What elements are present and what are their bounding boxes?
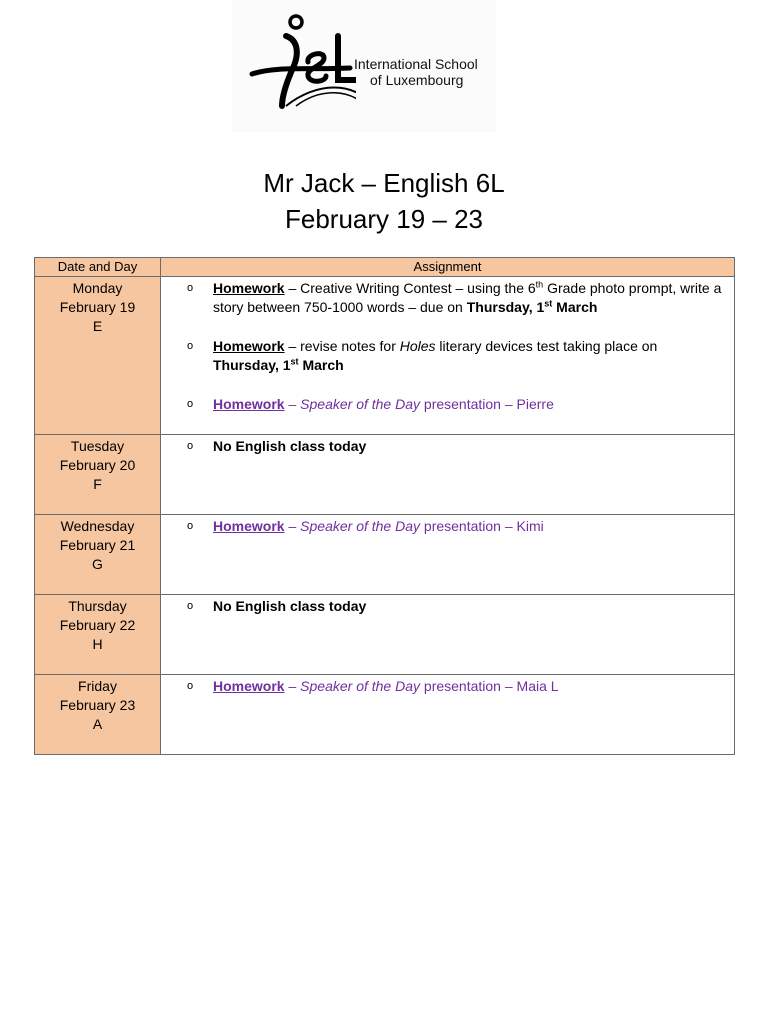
day-cell bbox=[35, 515, 161, 595]
bullet-icon: o bbox=[187, 398, 194, 410]
item-sup: st bbox=[290, 356, 299, 367]
item-italic: Holes bbox=[399, 338, 436, 354]
item-italic: Speaker of the Day bbox=[300, 518, 421, 534]
day-code: F bbox=[93, 476, 102, 492]
item-text: presentation – Kimi bbox=[420, 518, 544, 534]
logo-line-2: of Luxembourg bbox=[370, 72, 464, 88]
day-cell bbox=[35, 595, 161, 675]
list-item bbox=[187, 395, 724, 414]
assignment-cell bbox=[161, 435, 735, 515]
item-sup: th bbox=[535, 279, 544, 290]
homework-label: Homework bbox=[213, 338, 285, 354]
assignment-cell bbox=[161, 675, 735, 755]
item-text: – bbox=[284, 518, 301, 534]
day-date: February 21 bbox=[59, 537, 136, 553]
bullet-icon: o bbox=[187, 282, 194, 294]
day-cell bbox=[35, 675, 161, 755]
logo-wordmark bbox=[354, 56, 478, 88]
day-name: Tuesday bbox=[70, 438, 125, 454]
table-row bbox=[35, 515, 735, 595]
header-date-and-day: Date and Day bbox=[35, 258, 161, 277]
item-text: literary devices test taking place on bbox=[435, 338, 658, 354]
day-cell bbox=[35, 435, 161, 515]
list-item bbox=[187, 279, 724, 317]
logo-line-1: International School bbox=[354, 56, 478, 72]
isl-logo bbox=[232, 0, 496, 132]
table-header-row bbox=[35, 258, 735, 277]
assignment-cell bbox=[161, 515, 735, 595]
item-bold: March bbox=[298, 357, 344, 373]
item-bold: No English class today bbox=[213, 598, 367, 614]
table-row bbox=[35, 435, 735, 515]
table-row bbox=[35, 675, 735, 755]
day-code: G bbox=[92, 556, 103, 572]
page-subtitle: February 19 – 23 bbox=[284, 204, 483, 234]
item-text: presentation – Pierre bbox=[420, 396, 554, 412]
item-bold: Thursday, 1 bbox=[213, 357, 291, 373]
homework-label: Homework bbox=[213, 280, 285, 296]
day-name: Thursday bbox=[68, 598, 127, 614]
day-name: Wednesday bbox=[60, 518, 135, 534]
item-text: – bbox=[284, 396, 301, 412]
item-text: Grade photo prompt, write a story between 750-1000 words – due on bbox=[213, 280, 722, 315]
homework-label: Homework bbox=[213, 678, 285, 694]
page-title: Mr Jack – English 6L bbox=[263, 168, 505, 198]
list-item bbox=[187, 517, 724, 536]
day-date: February 23 bbox=[59, 697, 136, 713]
table-row bbox=[35, 595, 735, 675]
table-row bbox=[35, 277, 735, 435]
item-bold: March bbox=[552, 299, 598, 315]
bullet-icon: o bbox=[187, 600, 194, 612]
item-text: presentation – Maia L bbox=[420, 678, 559, 694]
item-text: – revise notes for bbox=[284, 338, 400, 354]
schedule-table bbox=[34, 257, 735, 755]
item-text: – bbox=[284, 678, 301, 694]
header-assignment: Assignment bbox=[161, 258, 735, 277]
day-code: E bbox=[92, 318, 103, 334]
list-item bbox=[187, 337, 724, 375]
bullet-icon: o bbox=[187, 680, 194, 692]
item-bold: No English class today bbox=[213, 438, 367, 454]
day-code: A bbox=[92, 716, 103, 732]
day-name: Monday bbox=[72, 280, 123, 296]
day-date: February 19 bbox=[59, 299, 136, 315]
homework-label: Homework bbox=[213, 396, 285, 412]
item-italic: Speaker of the Day bbox=[300, 678, 421, 694]
item-text: – Creative Writing Contest – using the 6 bbox=[284, 280, 536, 296]
day-date: February 22 bbox=[59, 617, 136, 633]
item-italic: Speaker of the Day bbox=[300, 396, 421, 412]
day-code: H bbox=[92, 636, 103, 652]
bullet-icon: o bbox=[187, 340, 194, 352]
homework-label: Homework bbox=[213, 518, 285, 534]
list-item bbox=[187, 677, 724, 696]
assignment-cell bbox=[161, 595, 735, 675]
day-date: February 20 bbox=[59, 457, 136, 473]
day-name: Friday bbox=[78, 678, 117, 694]
item-bold: Thursday, 1 bbox=[466, 299, 545, 315]
assignment-cell bbox=[161, 277, 735, 435]
bullet-icon: o bbox=[187, 440, 194, 452]
bullet-icon: o bbox=[187, 520, 194, 532]
item-sup: st bbox=[544, 298, 553, 309]
list-item bbox=[187, 437, 724, 456]
isl-logo-mark bbox=[246, 10, 356, 120]
list-item bbox=[187, 597, 724, 616]
day-cell bbox=[35, 277, 161, 435]
